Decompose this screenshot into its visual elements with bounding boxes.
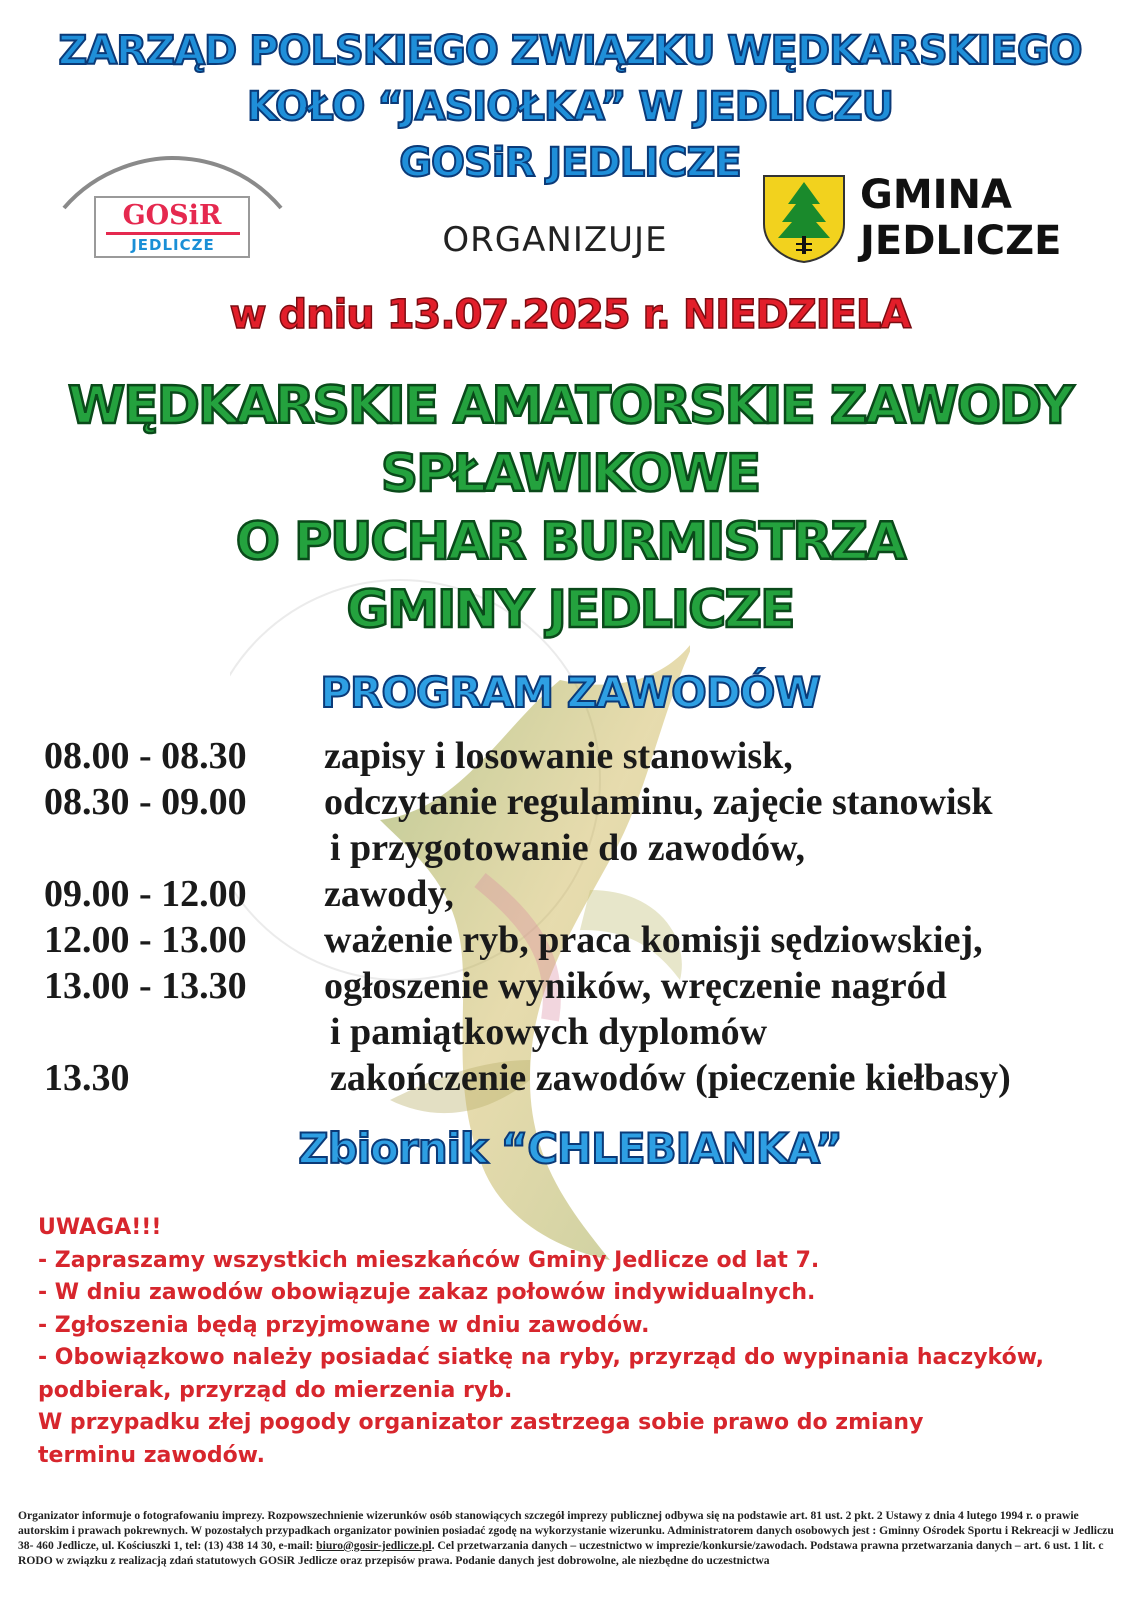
gmina-logo-line2: JEDLICZE xyxy=(860,218,1062,264)
schedule-time: 08.30 - 09.00 xyxy=(44,781,247,823)
schedule-activity: zakończenie zawodów (pieczenie kiełbasy) xyxy=(330,1057,1011,1099)
schedule-time: 09.00 - 12.00 xyxy=(44,873,247,915)
notice-line: W przypadku złej pogody organizator zastrzega sobie prawo do zmiany xyxy=(38,1410,924,1435)
organizuje-label: ORGANIZUJE xyxy=(442,220,668,260)
gdpr-footer xyxy=(18,1508,1118,1568)
organizer-header-line: ZARZĄD POLSKIEGO ZWIĄZKU WĘDKARSKIEGO xyxy=(58,28,1082,74)
notice-line: - Zgłoszenia będą przyjmowane w dniu zawodów. xyxy=(38,1312,650,1338)
gmina-logo-text xyxy=(860,172,1061,264)
notice-line: terminu zawodów. xyxy=(38,1442,265,1468)
event-title-line4: GMINY JEDLICZE xyxy=(346,580,794,640)
notice-line: - Zapraszamy wszystkich mieszkańców Gminy Jedlicze od lat 7. xyxy=(38,1247,820,1273)
gosir-header-line: GOSiR JEDLICZE xyxy=(399,140,741,186)
gosir-logo-name: GOSiR xyxy=(122,200,222,231)
notice-line: podbierak, przyrząd do mierzenia ryb. xyxy=(38,1377,513,1403)
gosir-logo xyxy=(60,156,285,266)
schedule-activity: i przygotowanie do zawodów, xyxy=(330,827,805,869)
venue-label: Zbiornik “CHLEBIANKA” xyxy=(298,1124,842,1173)
gmina-crest-icon xyxy=(762,174,846,264)
schedule-activity: zawody, xyxy=(324,873,454,915)
schedule-time: 08.00 - 08.30 xyxy=(44,735,247,777)
footer-email-link[interactable]: biuro@gosir-jedlicze.pl xyxy=(316,1539,432,1552)
schedule-activity: ważenie ryb, praca komisji sędziowskiej, xyxy=(324,919,983,961)
gosir-logo-box xyxy=(94,196,250,258)
schedule-activity: ogłoszenie wyników, wręczenie nagród xyxy=(324,965,947,1007)
notice-heading: UWAGA!!! xyxy=(38,1215,162,1240)
event-title-line1: WĘDKARSKIE AMATORSKIE ZAWODY xyxy=(67,376,1073,436)
event-title-line2: SPŁAWIKOWE xyxy=(380,444,760,504)
schedule-activity: odczytanie regulaminu, zajęcie stanowisk xyxy=(324,781,993,823)
club-header-line: KOŁO “JASIOŁKA” W JEDLICZU xyxy=(246,84,894,130)
event-date: w dniu 13.07.2025 r. NIEDZIELA xyxy=(229,292,911,338)
schedule-time: 13.00 - 13.30 xyxy=(44,965,247,1007)
notice-line: - Obowiązkowo należy posiadać siatkę na ryby, przyrząd do wypinania haczyków, xyxy=(38,1345,1044,1370)
gosir-logo-city: JEDLICZE xyxy=(106,232,240,254)
notice-block xyxy=(38,1212,1118,1472)
notice-line: - W dniu zawodów obowiązuje zakaz połowów indywidualnych. xyxy=(38,1280,816,1305)
schedule-time: 12.00 - 13.00 xyxy=(44,919,247,961)
schedule-activity: zapisy i losowanie stanowisk, xyxy=(324,735,793,777)
schedule-time: 13.30 xyxy=(44,1057,130,1099)
footer-text-start: Organizator informuje o fotografowaniu imprezy. Rozpowszechnienie wizerunków osób stanowiących szczegół imprezy publicznej odbywa się na podstawie art. 81 ust. 2 pkt. 2 Ustawy z dnia 4 lutego 1994 r. o prawie autorskim i prawach pokrewnych. W pozostałych przypadkach organizator powinien posiadać zgodę na wykorzystanie wizerunku. Administratorem danych osobowych jest : Gminny Ośrodek Sportu i Rekreacji w Jedliczu 38- 460 Jedlicze, ul. Kościuszki 1, tel: (13) 438 14 30, e-mail: xyxy=(18,1509,1114,1552)
schedule-activity: i pamiątkowych dyplomów xyxy=(330,1011,768,1053)
event-title-line3: O PUCHAR BURMISTRZA xyxy=(235,512,905,572)
gmina-logo-line1: GMINA xyxy=(860,172,1012,218)
footer-text-end: . Cel przetwarzania danych – uczestnictwo w imprezie/konkursie/zawodach. Podstawa prawna przetwarzania danych – art. 6 ust. 1 lit. c RODO w związku z realizacją zdań statutowych GOSiR Jedlicze oraz przepisów prawa. Podanie danych jest dobrowolne, ale niezbędne do uczestnictwa xyxy=(18,1539,1104,1567)
program-title: PROGRAM ZAWODÓW xyxy=(320,668,820,717)
